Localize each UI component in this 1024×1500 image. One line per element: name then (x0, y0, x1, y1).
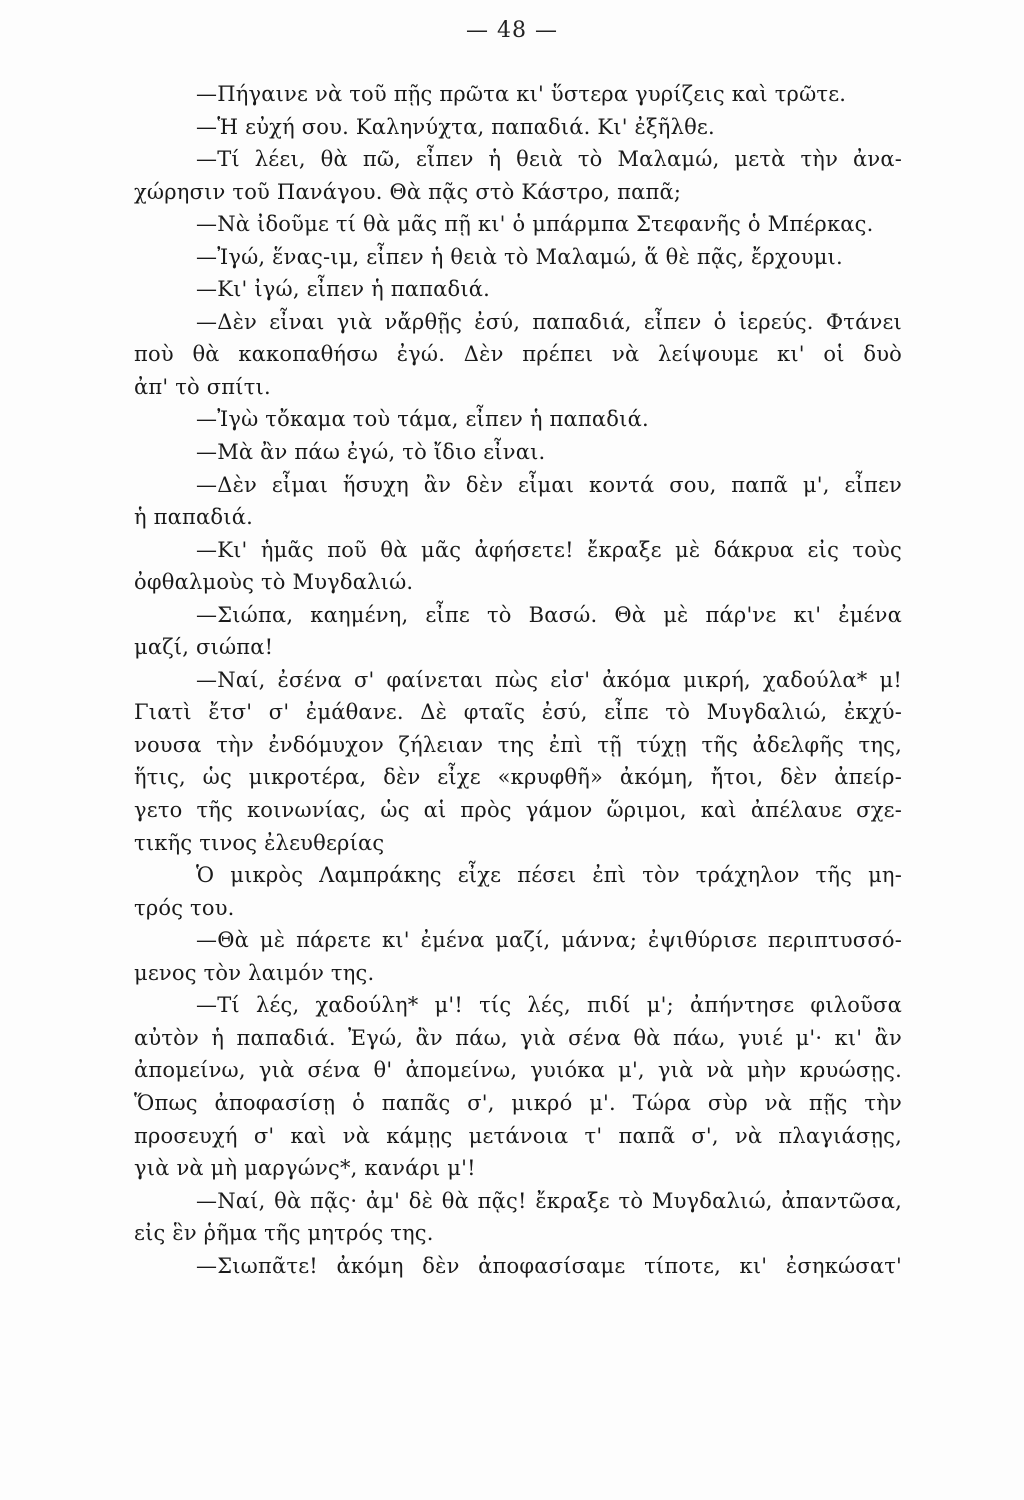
text-line: γιὰ νὰ μὴ μαργώνς*, κανάρι μ'! (134, 1156, 476, 1181)
text-line: —Σιωπᾶτε! ἀκόμη δὲν ἀποφασίσαμε τίποτε, κι' ἐσηκώσατ' (196, 1253, 902, 1278)
text-line: ἡ παπαδιά. (134, 505, 253, 530)
text-line: —Τί λέει, θὰ πῶ, εἶπεν ἡ θειὰ τὸ Μαλαμώ, μετὰ τὴν ἀνα- (196, 147, 902, 172)
text-line: μενος τὸν λαιμόν της. (134, 960, 375, 985)
text-line: νουσα τὴν ἐνδόμυχον ζήλειαν της ἐπὶ τῇ τύχῃ τῆς ἀδελφῆς της, (134, 732, 902, 757)
text-line: αὐτὸν ἡ παπαδιά. Ἐγώ, ἂν πάω, γιὰ σένα θὰ πάω, γυιέ μ'· κι' ἂν (134, 1025, 902, 1050)
text-line: ποὺ θὰ κακοπαθήσω ἐγώ. Δὲν πρέπει νὰ λείψουμε κι' οἱ δυὸ (134, 342, 902, 367)
text-line: —Τί λές, χαδούλη* μ'! τίς λές, πιδί μ'; ἀπήντησε φιλοῦσα (196, 993, 902, 1018)
text-line: —Ναί, ἐσένα σ' φαίνεται πὼς εἰσ' ἀκόμα μικρή, χαδούλα* μ! (196, 667, 902, 692)
text-line: —Κι' ἰγώ, εἶπεν ἡ παπαδιά. (196, 277, 491, 302)
text-line: προσευχή σ' καὶ νὰ κάμῃς μετάνοια τ' παπᾶ σ', νὰ πλαγιάσῃς, (134, 1123, 902, 1148)
text-line: —Ἰγὼ τὄκαμα τοὺ τάμα, εἶπεν ἡ παπαδιά. (196, 407, 649, 432)
text-line: —Δὲν εἶμαι ἥσυχη ἂν δὲν εἶμαι κοντά σου, παπᾶ μ', εἶπεν (196, 472, 902, 497)
text-line: —Δὲν εἶναι γιὰ νἄρθῇς ἐσύ, παπαδιά, εἶπεν ὁ ἱερεύς. Φτάνει (196, 309, 902, 334)
text-line: —Νὰ ἰδοῦμε τί θὰ μᾶς πῇ κι' ὁ μπάρμπα Στεφανῆς ὁ Μπέρκας. (196, 212, 874, 237)
text-line: —Κι' ἡμᾶς ποῦ θὰ μᾶς ἀφήσετε! ἔκραξε μὲ δάκρυα εἰς τοὺς (196, 537, 902, 562)
body-text (134, 78, 902, 1282)
text-line: —Πήγαινε νὰ τοῦ πῇς πρῶτα κι' ὕστερα γυρίζεις καὶ τρῶτε. (196, 82, 847, 106)
text-line: —Ἰγώ, ἕνας-ιμ, εἶπεν ἡ θειὰ τὸ Μαλαμώ, ἅ θὲ πᾷς, ἔρχουμι. (196, 244, 843, 269)
page-number: — 48 — (466, 18, 558, 43)
text-line: μαζί, σιώπα! (134, 635, 274, 660)
text-line: τρός του. (134, 895, 235, 920)
text-line: ὀφθαλμοὺς τὸ Μυγδαλιώ. (134, 570, 414, 595)
text-line: —Ναί, θὰ πᾷς· ἀμ' δὲ θὰ πᾷς! ἔκραξε τὸ Μυγδαλιώ, ἀπαντῶσα, (196, 1188, 902, 1213)
text-line: —Θὰ μὲ πάρετε κι' ἐμένα μαζί, μάννα; ἐψιθύρισε περιπτυσσό- (196, 928, 902, 953)
text-line: Ὁ μικρὸς Λαμπράκης εἶχε πέσει ἐπὶ τὸν τράχηλον τῆς μη- (196, 863, 902, 888)
text-line: —Μὰ ἂν πάω ἐγώ, τὸ ἴδιο εἶναι. (196, 440, 546, 465)
text-line: γετο τῆς κοινωνίας, ὡς αἱ πρὸς γάμον ὥριμοι, καὶ ἀπέλαυε σχε- (134, 798, 902, 823)
text-line: τικῆς τινος ἐλευθερίας (134, 830, 385, 855)
text-line: ἥτις, ὡς μικροτέρα, δὲν εἶχε «κρυφθῆ» ἀκόμη, ἤτοι, δὲν ἀπείρ- (134, 765, 902, 790)
text-line: Ὅπως ἀποφασίσῃ ὁ παπᾶς σ', μικρό μ'. Τώρα σὺρ νὰ πῇς τὴν (134, 1090, 902, 1115)
text-line: χώρησιν τοῦ Πανάγου. Θὰ πᾷς στὸ Κάστρο, παπᾶ; (134, 179, 682, 204)
text-line: Γιατὶ ἔτσ' σ' ἐμάθανε. Δὲ φταῖς ἐσύ, εἶπε τὸ Μυγδαλιώ, ἐκχύ- (134, 700, 902, 725)
text-line: ἀπομείνω, γιὰ σένα θ' ἀπομείνω, γυιόκα μ', γιὰ νὰ μὴν κρυώσῃς. (134, 1058, 902, 1083)
text-line: ἀπ' τὸ σπίτι. (134, 374, 271, 399)
text-line: —Σιώπα, καημένη, εἶπε τὸ Βασώ. Θὰ μὲ πάρ'νε κι' ἐμένα (196, 602, 902, 627)
text-line: —Ἡ εὐχή σου. Καληνύχτα, παπαδιά. Κι' ἐξῆλθε. (196, 114, 715, 139)
text-line: εἰς ἓν ῥῆμα τῆς μητρός της. (134, 1221, 434, 1246)
